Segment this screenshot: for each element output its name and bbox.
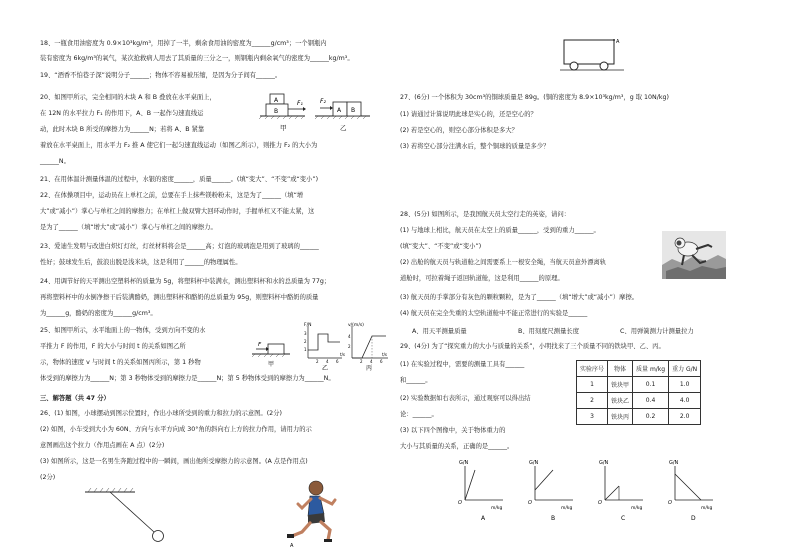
table-row xyxy=(577,409,701,425)
q29-line1: 29、(4分) 为了“探究重力的大小与质量的关系”，小明找来了三个质量不同的铁块甲、乙、丙。 xyxy=(400,343,665,350)
graph-b-y-label: G/N xyxy=(529,460,539,466)
graph-d-x-label: m/kg xyxy=(701,506,713,511)
q25-tick-t2b: 2 xyxy=(360,359,363,364)
cart-wheel-right xyxy=(600,62,608,70)
q28-line5: 道舱时，可拉着绳子返回轨道舱，这是利用______的原理。 xyxy=(400,275,564,282)
q20-line1: 20、如图甲所示，完全相同的木块 A 和 B 叠放在水平桌面上， xyxy=(40,94,216,101)
q20-line2: 在 12N 的水平拉力 F₁ 的作用下，A、B 一起作匀速直线运 xyxy=(40,110,204,117)
pendulum-ball xyxy=(153,531,164,542)
graph-d-y-label: G/N xyxy=(669,460,679,466)
q18-line2: 装有密度为 6kg/m³的氧气，某次抢救病人用去了其质量的三分之一，则钢瓶内剩余氧气的密度为______kg/m³。 xyxy=(40,55,354,62)
q25-tick-f1: 1 xyxy=(304,347,307,352)
q25-figures xyxy=(250,322,390,372)
caption-yi: 乙 xyxy=(340,124,347,132)
q25-tick-f3: 3 xyxy=(304,331,307,336)
q28-line3: (填“变大”、“不变”或“变小”) xyxy=(400,243,482,250)
label-f2: F₂ xyxy=(320,98,326,105)
runner-arm-front xyxy=(320,498,335,504)
q29-line6: (3) 以下四个图像中，关于物体重力的 xyxy=(400,427,506,434)
cart-figure xyxy=(560,36,630,76)
q27-line2: (1) 请通过计算说明此球是实心的，还是空心的？ xyxy=(400,111,537,118)
table-header-cell: 质量 m/kg xyxy=(633,361,669,377)
cart-label-a: A xyxy=(616,39,620,45)
q25-axis-t-a: t/s xyxy=(340,352,345,357)
label-a-jia: A xyxy=(274,97,279,104)
table-row xyxy=(577,377,701,393)
q29-data-table xyxy=(576,360,701,425)
caption-jia: 甲 xyxy=(280,124,287,132)
graph-d-name: D xyxy=(691,515,696,522)
q29-graphs xyxy=(455,460,755,524)
graph-b-origin: O xyxy=(528,500,532,506)
q24-line2: 再将塑料杯中的水倒净擦干后装满酪奶，测出塑料杯和酪奶的总质量为 95g，则塑料杯中酪奶的质量 xyxy=(40,294,319,301)
label-a-yi: A xyxy=(337,107,342,114)
q25-line2: 平推力 F 的作用，F 的大小与时间 t 的关系如图乙所 xyxy=(40,343,186,350)
graph-a-y-label: G/N xyxy=(459,460,469,466)
q27-line1: 27、(6分) 一个体积为 30cm³的铜球质量是 89g。(铜的密度为 8.9×10³kg/m³，g 取 10N/kg) xyxy=(400,94,669,101)
graph-c-origin: O xyxy=(598,500,602,506)
table-cell: 3 xyxy=(577,409,608,425)
graph-c-name: C xyxy=(621,515,626,522)
q25-label-f: F xyxy=(258,342,262,348)
q29-line7: 大小与其质量的关系，正确的是______。 xyxy=(400,443,514,450)
q29-line4: (2) 实验数据如右表所示，通过观察可以得出结 xyxy=(400,395,531,402)
q25-line1: 25、如图甲所示，水平地面上的一物体，受到方向不变的水 xyxy=(40,327,206,334)
q28-line6: (3) 航天员的手掌部分有灰色的颗粒颗粒，是为了______（填“增大”或“减小”）摩擦。 xyxy=(400,294,639,301)
table-header-cell: 物体 xyxy=(608,361,633,377)
table-cell: 0.1 xyxy=(633,377,669,393)
q25-tick-t4b: 4 xyxy=(370,359,373,364)
table-cell: 2 xyxy=(577,393,608,409)
runner-figure xyxy=(280,478,340,548)
q22-line2: 大”或“减小”）掌心与单杠之间的摩擦力；在单杠上做双臂大回环动作时，手握单杠又不能太紧，这 xyxy=(40,208,315,215)
q25-tick-v4: 4 xyxy=(348,334,351,339)
pendulum-figure xyxy=(80,484,180,544)
graph-b xyxy=(528,460,573,522)
q27-line4: (3) 若将空心部分注满水后，整个铜球的质量是多少？ xyxy=(400,143,550,150)
q22-line1: 22、在体操项目中，运动员在上单杠之前，总要在手上抹些镁粉粉末，这是为了______（填“增 xyxy=(40,192,304,199)
q24-line3: 为______g，酪奶的密度为______g/cm³。 xyxy=(40,310,157,317)
q25-line4: 体受到的摩擦力为______N；第 3 秒物体受到的摩擦力是______N；第 5 秒物体受到的摩擦力为______N。 xyxy=(40,375,335,382)
q19: 19、“酒香不怕巷子深”说明分子______；物体不容易被压缩，是因为分子间有______。 xyxy=(40,72,282,79)
q24-line1: 24、用调节好的天平测出空塑料杯的质量为 5g，将塑料杯中装满水，测出塑料杯和水的总质量为 77g； xyxy=(40,278,331,285)
q22-line3: 是为了______（填“增大”或“减小”）掌心与单杠之间的摩擦力。 xyxy=(40,224,217,231)
table-header-cell: 重力 G/N xyxy=(669,361,701,377)
table-cell: 2.0 xyxy=(669,409,701,425)
q26-line4: (3) 如图所示，这是一名男生奔跑过程中的一瞬间，画出他所受摩擦力的示意图。(A 点是作用点) xyxy=(40,458,308,465)
q26-line1: 26、(1) 如图，小球摆动到图示位置时，作出小球所受到的重力和拉力的示意图。(2分) xyxy=(40,410,282,417)
label-b-jia: B xyxy=(274,108,279,115)
graph-c xyxy=(598,460,643,522)
q28-option-c: C、用弹簧测力计测量拉力 xyxy=(620,328,694,335)
label-f1: F₁ xyxy=(297,100,303,107)
q25-cap-bing: 丙 xyxy=(366,365,373,372)
q25-tick-t6a: 6 xyxy=(336,359,339,364)
q28-option-b: B、用刻度尺测量长度 xyxy=(518,328,579,335)
q29-line3: 和______。 xyxy=(400,377,432,384)
table-row xyxy=(577,393,701,409)
q25-line3: 示，物体的速度 v 与时间 t 的关系如图丙所示，第 1 秒物 xyxy=(40,359,201,366)
table-cell: 0.4 xyxy=(633,393,669,409)
q25-tick-f2: 2 xyxy=(304,339,307,344)
graph-d xyxy=(668,460,713,522)
q25-cap-jia: 甲 xyxy=(268,361,275,368)
q25-tick-t2a: 2 xyxy=(316,359,319,364)
q20-line5: ______N。 xyxy=(40,158,70,165)
q28-line4: (2) 出舱的航天员与轨道舱之间需要系上一根安全绳，当航天员意外漂离轨 xyxy=(400,259,607,266)
table-cell: 4.0 xyxy=(669,393,701,409)
graph-d-origin: O xyxy=(668,500,672,506)
q20-line3: 动，此时木块 B 所受的摩擦力为______N；若将 A、B 紧靠 xyxy=(40,126,205,133)
q25-axis-f: F/N xyxy=(304,323,312,328)
graph-b-name: B xyxy=(551,515,556,522)
q27-line3: (2) 若是空心的，则空心部分体积是多大？ xyxy=(400,127,518,134)
pendulum-string xyxy=(110,492,154,532)
graph-a-name: A xyxy=(481,515,486,522)
runner-leg-front xyxy=(321,522,330,540)
label-b-yi: B xyxy=(351,107,356,114)
graph-a xyxy=(458,460,503,522)
q18-line1: 18、一瓶食用油密度为 0.9×10³kg/m³，用掉了一半，剩余食用油的密度为______g/cm³；一个钢瓶内 xyxy=(40,40,327,47)
q28-line1: 28、(5分) 如图所示，是我国航天员太空行走的英姿，请问： xyxy=(400,211,571,218)
table-cell: 铁块乙 xyxy=(608,393,633,409)
table-cell: 铁块甲 xyxy=(608,377,633,393)
astronaut-photo xyxy=(662,231,726,279)
q25-cap-yi: 乙 xyxy=(322,365,329,372)
runner-leg-back xyxy=(292,523,310,536)
q28-line7: (4) 航天员在完全失重的太空轨道舱中不能正常进行的实验是______ xyxy=(400,310,588,317)
graph-c-y-label: G/N xyxy=(599,460,609,466)
cart-body xyxy=(564,40,614,64)
q25-tick-t6b: 6 xyxy=(380,359,383,364)
q28-option-a: A、用天平测量质量 xyxy=(412,328,467,335)
q25-v-t-curve xyxy=(352,336,386,358)
q26-line5: (2分) xyxy=(40,474,56,481)
q25-f-t-curve xyxy=(308,334,340,350)
table-cell: 铁块丙 xyxy=(608,409,633,425)
q29-line5: 论：______。 xyxy=(400,411,438,418)
graph-a-x-label: m/kg xyxy=(491,506,503,511)
q25-axis-v: v/(m/s) xyxy=(348,323,364,328)
table-cell: 0.2 xyxy=(633,409,669,425)
graph-b-x-label: m/kg xyxy=(561,506,573,511)
q29-line2: (1) 在实验过程中，需要的测量工具有______ xyxy=(400,361,525,368)
graph-c-x-label: m/kg xyxy=(631,506,643,511)
runner-label-a: A xyxy=(290,543,294,549)
table-cell: 1.0 xyxy=(669,377,701,393)
graph-a-origin: O xyxy=(458,500,462,506)
table-header-cell: 实验序号 xyxy=(577,361,608,377)
cart-wheel-left xyxy=(570,62,578,70)
q28-line2: (1) 与地球上相比，航天员在太空上的质量______，受到的重力______。 xyxy=(400,227,600,234)
q20-blocks-figure xyxy=(260,88,370,133)
section3-title: 三、解答题（共 47 分） xyxy=(40,395,110,402)
q25-tick-t4a: 4 xyxy=(326,359,329,364)
q20-line4: 着放在水平桌面上，用水平力 F₂ 推 A 使它们一起匀速直线运动（如图乙所示），则推力 F₂ 的大小为 xyxy=(40,142,318,149)
q25-axis-t-b: t/s xyxy=(382,352,387,357)
q26-line3: 意图画出这个拉力（作用点画在 A 点）(2分) xyxy=(40,442,165,449)
q23-line2: 性好；鼓球发生后，鼓浪出脱是浅米块，这是利用了______的物理属性。 xyxy=(40,259,242,266)
q21: 21、在用体温计测量体温的过程中，水银的密度______，质量______。(填“变大”、“不变”或“变小”) xyxy=(40,176,319,183)
q23-line1: 23、爱迪生发明与改进白炽灯灯丝，灯丝材料将会是______高；灯泡的玻璃泡是用到了玻璃的______ xyxy=(40,243,319,250)
runner-head xyxy=(309,481,323,495)
table-header-row xyxy=(577,361,701,377)
q25-tick-v2: 2 xyxy=(348,344,351,349)
table-cell: 1 xyxy=(577,377,608,393)
q26-line2: (2) 如图，小车受到大小为 60N、方向与水平方向成 30°角的斜向右上方的拉力作用，请用力的示 xyxy=(40,426,312,433)
q25-box xyxy=(268,344,284,354)
